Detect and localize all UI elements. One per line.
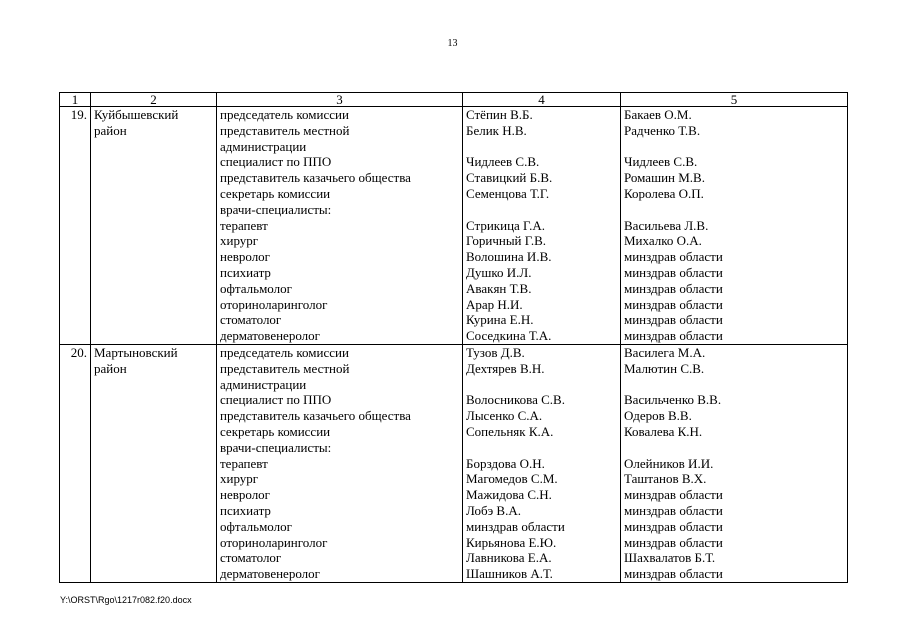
- member-name: Сопельняк К.А.: [466, 423, 554, 439]
- deputy-name: минздрав области: [624, 502, 723, 518]
- member-name: Курина Е.Н.: [466, 312, 534, 328]
- deputy-name: Одеров В.В.: [624, 408, 692, 424]
- row-number: 19.: [60, 107, 91, 345]
- deputy-cell: [621, 107, 848, 345]
- member-name: Ставицкий Б.В.: [466, 170, 553, 186]
- deputy-name: минздрав области: [624, 518, 723, 534]
- role-line: дерматовенеролог: [220, 566, 320, 582]
- district-line: район: [94, 122, 127, 138]
- member-name: Авакян Т.В.: [466, 280, 532, 296]
- deputy-name: Василега М.А.: [624, 344, 706, 360]
- member-name: Лысенко С.А.: [466, 408, 543, 424]
- deputy-name: Таштанов В.Х.: [624, 471, 707, 487]
- deputy-name: минздрав области: [624, 566, 723, 582]
- deputy-name: Васильева Л.В.: [624, 217, 709, 233]
- role-line: представитель казачьего общества: [220, 170, 411, 186]
- role-line: администрации: [220, 376, 307, 392]
- row-number: 20.: [60, 344, 91, 582]
- deputy-name: [624, 139, 844, 155]
- member-cell: [463, 107, 621, 345]
- deputy-name: Шахвалатов Б.Т.: [624, 550, 716, 566]
- role-line: стоматолог: [220, 312, 282, 328]
- role-cell: [217, 107, 463, 345]
- deputy-name: Бакаев О.М.: [624, 107, 692, 122]
- role-line: секретарь комиссии: [220, 423, 331, 439]
- role-line: председатель комиссии: [220, 344, 349, 360]
- member-cell: [463, 344, 621, 582]
- role-line: оториноларинголог: [220, 296, 328, 312]
- role-line: врачи-специалисты:: [220, 201, 332, 217]
- role-line: секретарь комиссии: [220, 185, 331, 201]
- district-line: Куйбышевский: [94, 107, 179, 122]
- header-row: [60, 93, 848, 107]
- member-name: Семенцова Т.Г.: [466, 185, 550, 201]
- member-name: [466, 202, 617, 218]
- member-name: Лобэ В.А.: [466, 502, 521, 518]
- deputy-name: минздрав области: [624, 296, 723, 312]
- deputy-name: минздрав области: [624, 249, 723, 265]
- deputy-name: Ромашин М.В.: [624, 170, 705, 186]
- table-row: [60, 344, 848, 582]
- deputy-name: минздрав области: [624, 534, 723, 550]
- deputy-name: минздрав области: [624, 487, 723, 503]
- member-name: [466, 139, 617, 155]
- deputy-name: [624, 202, 844, 218]
- district-cell: [91, 344, 217, 582]
- member-name: Магомедов С.М.: [466, 471, 558, 487]
- role-line: оториноларинголог: [220, 534, 328, 550]
- deputy-name: минздрав области: [624, 312, 723, 328]
- role-line: психиатр: [220, 264, 271, 280]
- member-name: Волосникова С.В.: [466, 392, 565, 408]
- member-name: Дехтярев В.Н.: [466, 360, 545, 376]
- commission-table: [59, 92, 848, 583]
- role-line: представитель казачьего общества: [220, 408, 411, 424]
- member-name: Стрикица Г.А.: [466, 217, 545, 233]
- deputy-name: минздрав области: [624, 280, 723, 296]
- role-line: хирург: [220, 233, 259, 249]
- member-name: [466, 377, 617, 393]
- role-line: председатель комиссии: [220, 107, 349, 122]
- member-name: Арар Н.И.: [466, 296, 523, 312]
- role-line: администрации: [220, 138, 307, 154]
- header-col-3: 3: [217, 93, 463, 107]
- table-body: [60, 107, 848, 583]
- role-line: невролог: [220, 487, 271, 503]
- role-line: специалист по ППО: [220, 392, 332, 408]
- member-name: минздрав области: [466, 518, 565, 534]
- member-name: Тузов Д.В.: [466, 344, 525, 360]
- role-line: представитель местной: [220, 122, 350, 138]
- header-col-5: 5: [621, 93, 848, 107]
- role-line: стоматолог: [220, 550, 282, 566]
- deputy-name: [624, 377, 844, 393]
- deputy-name: Михалко О.А.: [624, 233, 702, 249]
- member-name: Мажидова С.Н.: [466, 487, 552, 503]
- deputy-name: Чидлеев С.В.: [624, 154, 698, 170]
- role-line: специалист по ППО: [220, 154, 332, 170]
- table-row: [60, 107, 848, 345]
- header-col-2: 2: [91, 93, 217, 107]
- member-name: Кирьянова Е.Ю.: [466, 534, 557, 550]
- deputy-name: Васильченко В.В.: [624, 392, 722, 408]
- deputy-name: минздрав области: [624, 328, 723, 344]
- member-name: Душко И.Л.: [466, 264, 532, 280]
- deputy-name: Малютин С.В.: [624, 360, 705, 376]
- page-number: 13: [447, 38, 458, 49]
- member-name: Борздова О.Н.: [466, 455, 545, 471]
- role-line: представитель местной: [220, 360, 350, 376]
- member-name: Стёпин В.Б.: [466, 107, 533, 122]
- deputy-cell: [621, 344, 848, 582]
- role-line: терапевт: [220, 455, 268, 471]
- header-col-1: 1: [60, 93, 91, 107]
- member-name: Белик Н.В.: [466, 122, 527, 138]
- role-line: невролог: [220, 249, 271, 265]
- header-col-4: 4: [463, 93, 621, 107]
- deputy-name: Олейников И.И.: [624, 455, 714, 471]
- deputy-name: минздрав области: [624, 264, 723, 280]
- role-line: офтальмолог: [220, 280, 292, 296]
- member-name: Чидлеев С.В.: [466, 154, 540, 170]
- member-name: Лавникова Е.А.: [466, 550, 552, 566]
- role-line: врачи-специалисты:: [220, 439, 332, 455]
- district-line: Мартыновский: [94, 344, 178, 360]
- deputy-name: Радченко Т.В.: [624, 122, 701, 138]
- member-name: Шашников А.Т.: [466, 566, 553, 582]
- deputy-name: Ковалева К.Н.: [624, 423, 703, 439]
- file-path-footer: Y:\ORST\Rgo\1217r082.f20.docx: [60, 595, 192, 605]
- member-name: Волошина И.В.: [466, 249, 552, 265]
- role-line: хирург: [220, 471, 259, 487]
- role-line: офтальмолог: [220, 518, 292, 534]
- district-cell: [91, 107, 217, 345]
- member-name: Соседкина Т.А.: [466, 328, 552, 344]
- role-line: дерматовенеролог: [220, 328, 320, 344]
- deputy-name: [624, 440, 844, 456]
- member-name: [466, 440, 617, 456]
- role-line: терапевт: [220, 217, 268, 233]
- district-line: район: [94, 360, 127, 376]
- deputy-name: Королева О.П.: [624, 185, 704, 201]
- role-cell: [217, 344, 463, 582]
- member-name: Горичный Г.В.: [466, 233, 546, 249]
- role-line: психиатр: [220, 502, 271, 518]
